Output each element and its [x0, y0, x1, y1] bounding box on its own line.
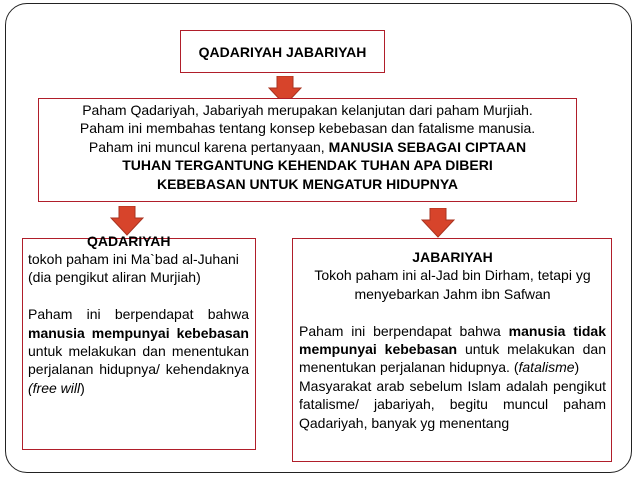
qadariyah-p-start: Paham ini berpendapat bahwa — [28, 306, 249, 323]
main-line-2: Paham ini membahas tentang konsep kebebasan dan fatalisme manusia. — [79, 120, 536, 137]
qadariyah-box — [22, 233, 256, 450]
title-text: QADARIYAH JABARIYAH — [198, 43, 367, 60]
jabariyah-paragraph — [299, 322, 606, 377]
main-line-4-bold: TUHAN TERGANTUNG KEHENDAK TUHAN APA DIBERI — [122, 157, 493, 174]
jabariyah-p-italic: fatalisme — [518, 359, 575, 376]
jabariyah-p-start: Paham ini berpendapat bahwa — [299, 322, 509, 339]
main-line-4 — [39, 156, 576, 174]
arrow-down-right-icon — [421, 208, 455, 238]
jabariyah-p-end: ) — [574, 359, 580, 376]
qadariyah-p-mid: untuk melakukan dan menentukan perjalanan hidupnya/ kehendaknya — [28, 343, 249, 378]
jabariyah-title: JABARIYAH — [412, 249, 493, 265]
qadariyah-tokoh: tokoh paham ini Ma`bad al-Juhani (dia pengikut aliran Murjiah) — [28, 251, 239, 286]
title-box — [180, 30, 385, 73]
qadariyah-p-bold: manusia mempunyai kebebasan — [28, 324, 249, 341]
main-line-5 — [39, 175, 576, 193]
qadariyah-p-end: ) — [80, 379, 85, 396]
main-description-box — [38, 98, 577, 202]
qadariyah-paragraph — [28, 305, 249, 397]
main-line-3-bold: MANUSIA SEBAGAI CIPTAAN — [328, 138, 527, 155]
jabariyah-tokoh: Tokoh paham ini al-Jad bin Dirham, tetapi yg menyebarkan Jahm ibn Safwan — [314, 267, 591, 302]
qadariyah-p-italic: (free will — [28, 379, 81, 396]
qadariyah-title: QADARIYAH — [87, 233, 171, 249]
jabariyah-p-bold: manusia tidak mempunyai kebebasan — [299, 322, 606, 358]
jabariyah-box — [292, 238, 612, 462]
jabariyah-p-mid: untuk melakukan dan menentukan perjalanan hidupnya. ( — [299, 341, 607, 376]
main-line-3 — [39, 138, 576, 156]
main-line-3-text: Paham ini muncul karena pertanyaan, — [88, 138, 329, 155]
main-line-1: Paham Qadariyah, Jabariyah merupakan kelanjutan dari paham Murjiah. — [82, 102, 533, 118]
main-line-5-bold: KEBEBASAN UNTUK MENGATUR HIDUPNYA — [156, 175, 458, 192]
jabariyah-paragraph-2: Masyarakat arab sebelum Islam adalah pengikut fatalisme/ jabariyah, begitu muncul paham Qadariyah, banyak yg menentang — [299, 377, 606, 431]
